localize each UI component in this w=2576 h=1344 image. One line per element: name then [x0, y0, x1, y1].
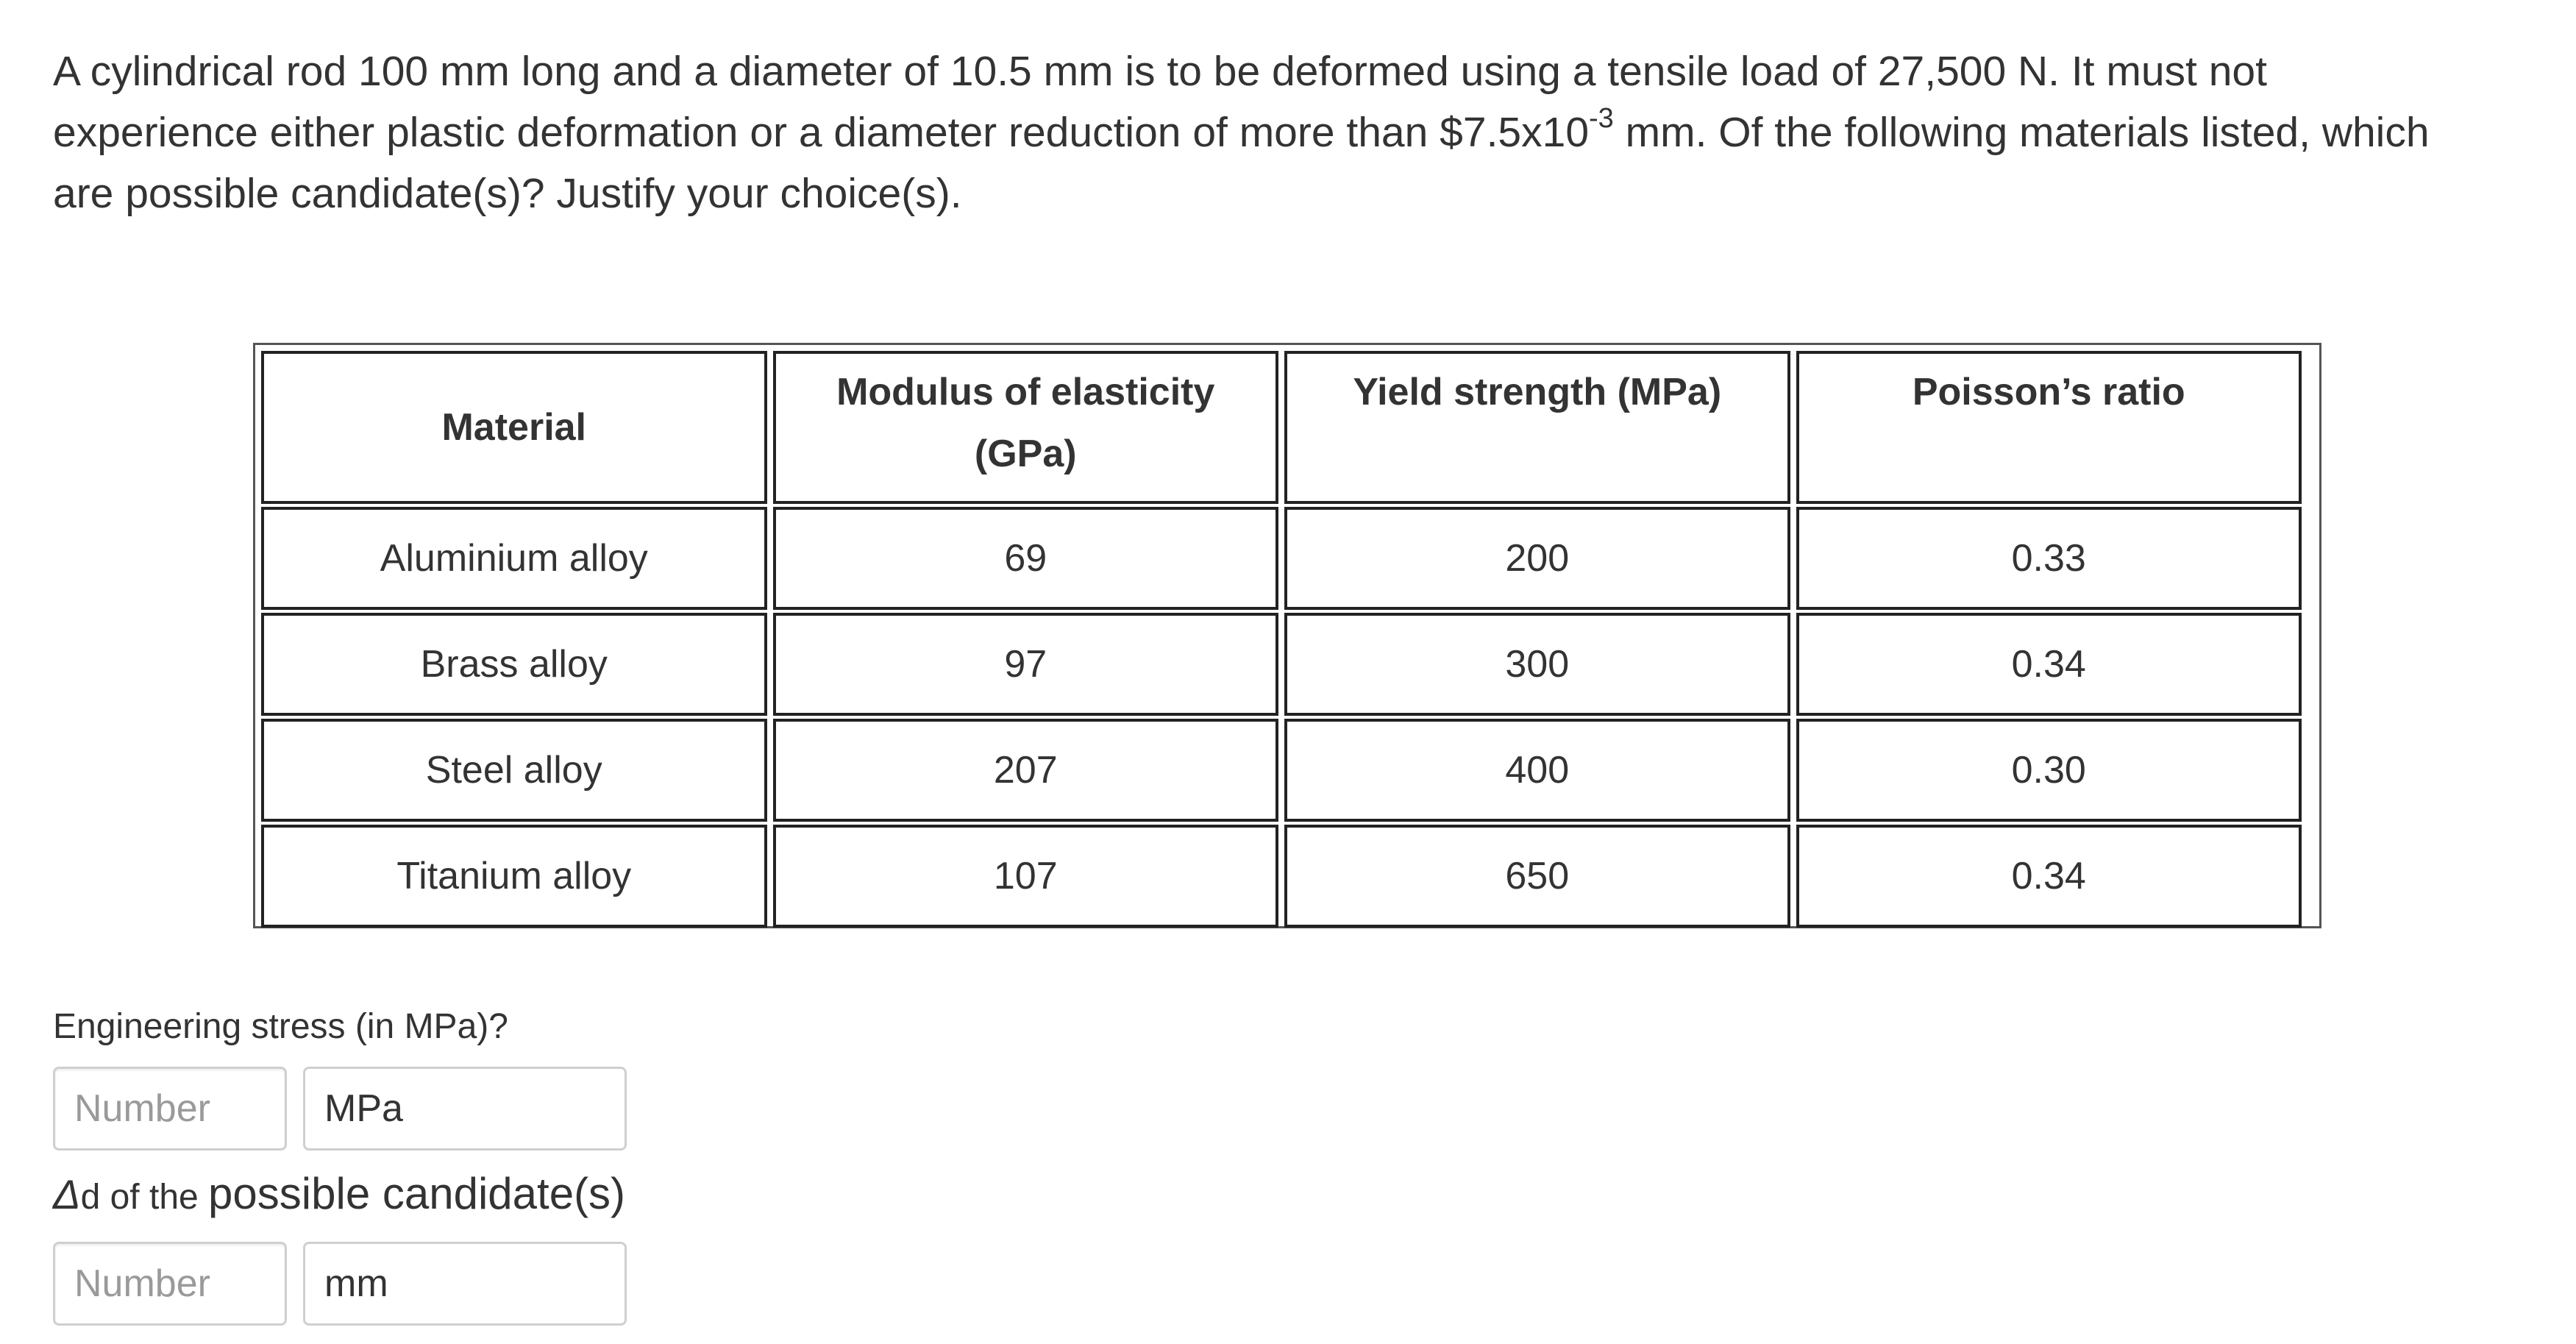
cell-material: Steel alloy — [261, 719, 767, 822]
table-row — [261, 719, 2302, 822]
question-line-3: are possible candidate(s)? Justify your choice(s). — [53, 170, 962, 217]
materials-table-frame — [253, 343, 2321, 928]
table-row — [261, 825, 2302, 928]
stress-number-input[interactable]: Number — [53, 1067, 287, 1151]
question-line-1: A cylindrical rod 100 mm long and a diameter of 10.5 mm is to be deformed using a tensile load of 27,500 N. It must not — [53, 48, 2267, 95]
cell-poisson: 0.33 — [1796, 507, 2302, 610]
table-row — [261, 613, 2302, 716]
cell-yield: 650 — [1284, 825, 1790, 928]
table-row — [261, 507, 2302, 610]
cell-material: Brass alloy — [261, 613, 767, 716]
header-modulus — [773, 351, 1279, 504]
table-header-row — [261, 351, 2302, 504]
delta-question-label — [53, 1168, 625, 1219]
question-line-2-end: mm. Of the following materials listed, which — [1613, 109, 2430, 156]
header-modulus-line1: Modulus of elasticity — [836, 371, 1215, 413]
cell-poisson: 0.34 — [1796, 825, 2302, 928]
stress-question-label: Engineering stress (in MPa)? — [53, 1007, 508, 1046]
delta-symbol: Δ — [53, 1171, 81, 1217]
delta-label-small: d of the — [80, 1178, 209, 1217]
cell-modulus: 97 — [773, 613, 1279, 716]
cell-yield: 300 — [1284, 613, 1790, 716]
header-yield-strength: Yield strength (MPa) — [1284, 351, 1790, 504]
cell-material: Titanium alloy — [261, 825, 767, 928]
cell-poisson: 0.30 — [1796, 719, 2302, 822]
header-modulus-line2: (GPa) — [974, 433, 1077, 475]
cell-yield: 200 — [1284, 507, 1790, 610]
cell-modulus: 69 — [773, 507, 1279, 610]
question-line-2-start: experience either plastic deformation or a diameter reduction of more than $7.5x10 — [53, 109, 1590, 156]
delta-number-input[interactable]: Number — [53, 1242, 287, 1326]
cell-material: Aluminium alloy — [261, 507, 767, 610]
exponent: -3 — [1589, 103, 1614, 134]
cell-modulus: 207 — [773, 719, 1279, 822]
delta-label-big: possible candidate(s) — [208, 1169, 626, 1218]
cell-yield: 400 — [1284, 719, 1790, 822]
delta-unit-field[interactable]: mm — [303, 1242, 627, 1326]
materials-table — [255, 348, 2308, 931]
question-text — [53, 41, 2539, 224]
cell-poisson: 0.34 — [1796, 613, 2302, 716]
header-material: Material — [261, 351, 767, 504]
stress-unit-field[interactable]: MPa — [303, 1067, 627, 1151]
cell-modulus: 107 — [773, 825, 1279, 928]
header-poisson-ratio: Poisson’s ratio — [1796, 351, 2302, 504]
question-line-2 — [53, 102, 2539, 163]
